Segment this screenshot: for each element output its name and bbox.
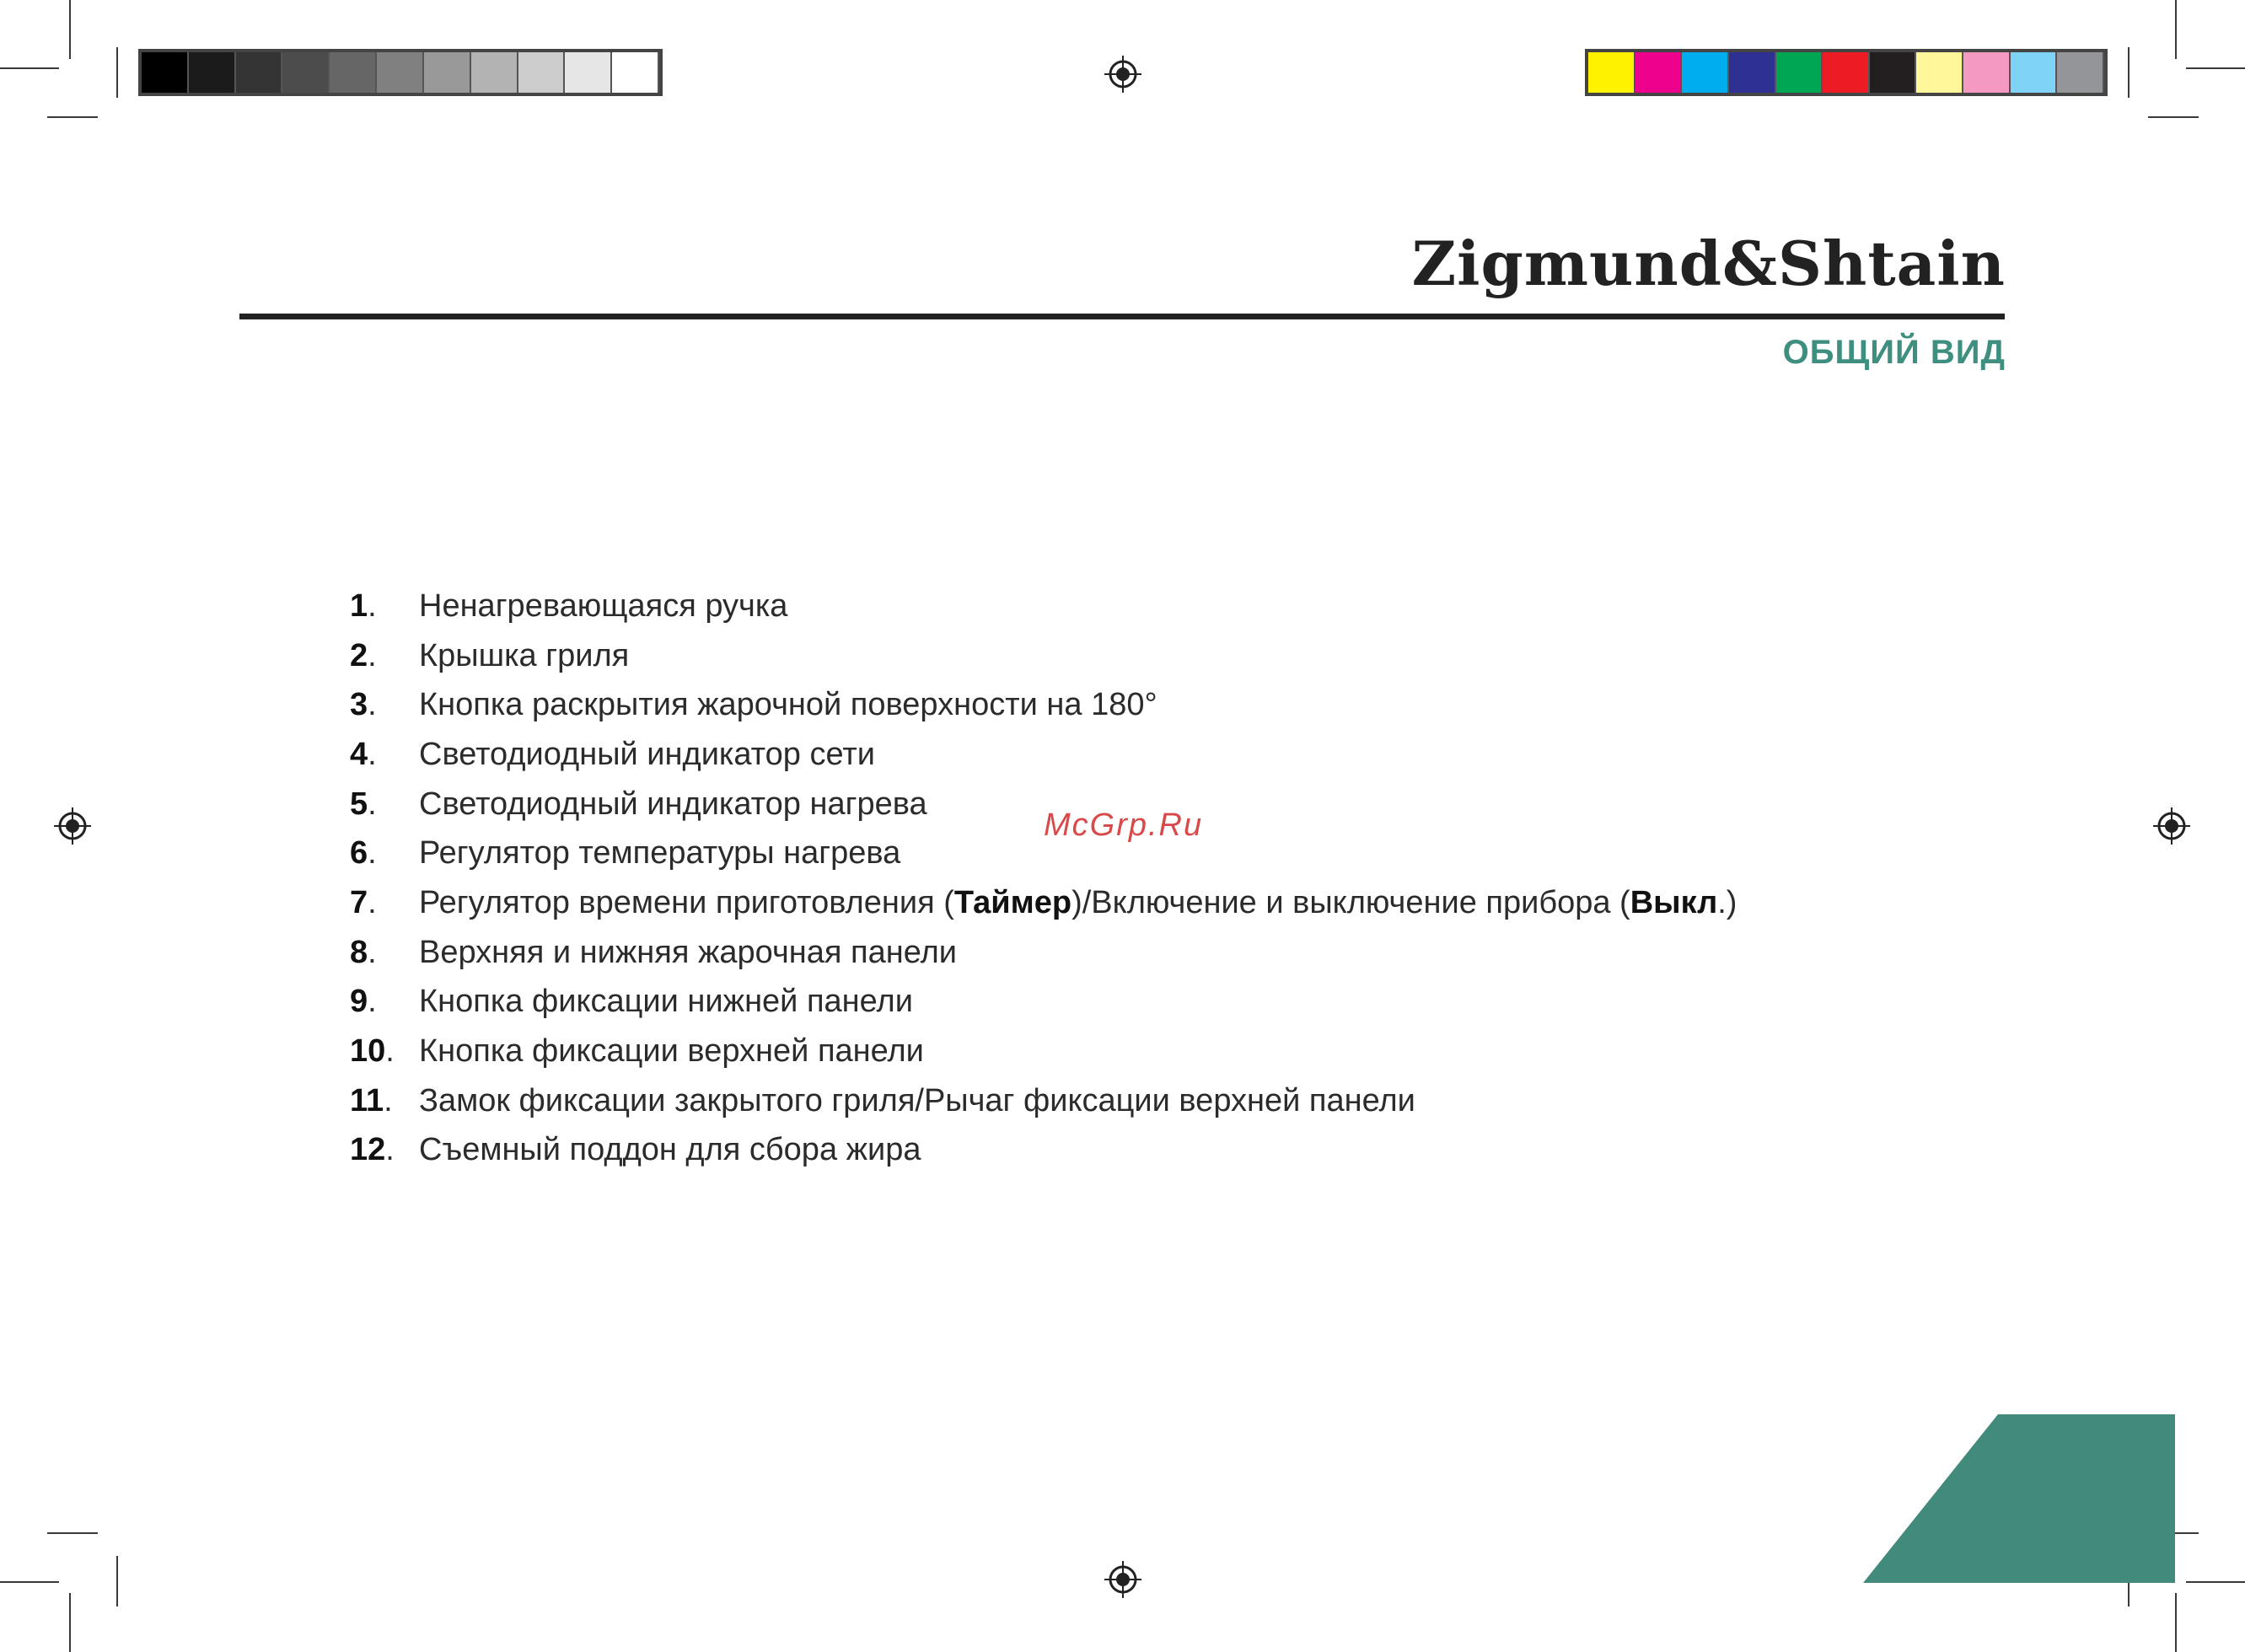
gray-calibration-bar	[138, 49, 663, 96]
gray-swatch	[330, 52, 377, 93]
parts-list	[350, 582, 1737, 1175]
section-title: ОБЩИЙ ВИД	[1782, 334, 2006, 371]
list-item: 11. Замок фиксации закрытого гриля/Рычаг фиксации верхней панели	[350, 1082, 1415, 1118]
list-item: 3. Кнопка раскрытия жарочной поверхности на 180°	[350, 687, 1157, 723]
gray-swatch	[565, 52, 612, 93]
registration-mark-icon	[2153, 807, 2190, 845]
color-swatch	[1635, 52, 1683, 93]
color-swatch	[1776, 52, 1823, 93]
gray-swatch	[142, 52, 189, 93]
page-corner-decoration	[1863, 1414, 2175, 1583]
color-calibration-bar	[1585, 49, 2108, 96]
list-item: 12. Съемный поддон для сбора жира	[350, 1132, 921, 1168]
header-rule	[239, 314, 2005, 319]
gray-swatch	[424, 52, 471, 93]
watermark: McGrp.Ru	[1044, 807, 1204, 843]
registration-mark-icon	[54, 807, 91, 845]
color-swatch	[1588, 52, 1635, 93]
list-item: 1. Ненагревающаяся ручка	[350, 587, 788, 624]
gray-swatch	[189, 52, 236, 93]
list-item: 9. Кнопка фиксации нижней панели	[350, 984, 913, 1020]
color-swatch	[1916, 52, 1963, 93]
color-swatch	[1870, 52, 1917, 93]
registration-mark-icon	[1104, 56, 1141, 93]
color-swatch	[1963, 52, 2011, 93]
list-item: 6. Регулятор температуры нагрева	[350, 835, 901, 872]
color-swatch	[1682, 52, 1729, 93]
gray-swatch	[377, 52, 424, 93]
gray-swatch	[518, 52, 566, 93]
brand-logo: Zigmund&Shtain	[1411, 228, 2006, 299]
list-item: 5. Светодиодный индикатор нагрева	[350, 786, 927, 822]
color-swatch	[2057, 52, 2104, 93]
list-item: 4. Светодиодный индикатор сети	[350, 736, 875, 772]
gray-swatch	[612, 52, 659, 93]
list-item: 2. Крышка гриля	[350, 637, 630, 673]
list-item: 7. Регулятор времени приготовления (Таймер)/Включение и выключение прибора (Выкл.)	[350, 884, 1737, 920]
color-swatch	[2011, 52, 2058, 93]
gray-swatch	[236, 52, 283, 93]
color-swatch	[1823, 52, 1870, 93]
gray-swatch	[282, 52, 330, 93]
list-item: 8. Верхняя и нижняя жарочная панели	[350, 934, 958, 970]
color-swatch	[1729, 52, 1776, 93]
list-item: 10. Кнопка фиксации верхней панели	[350, 1033, 924, 1070]
registration-mark-icon	[1104, 1561, 1141, 1598]
gray-swatch	[471, 52, 518, 93]
